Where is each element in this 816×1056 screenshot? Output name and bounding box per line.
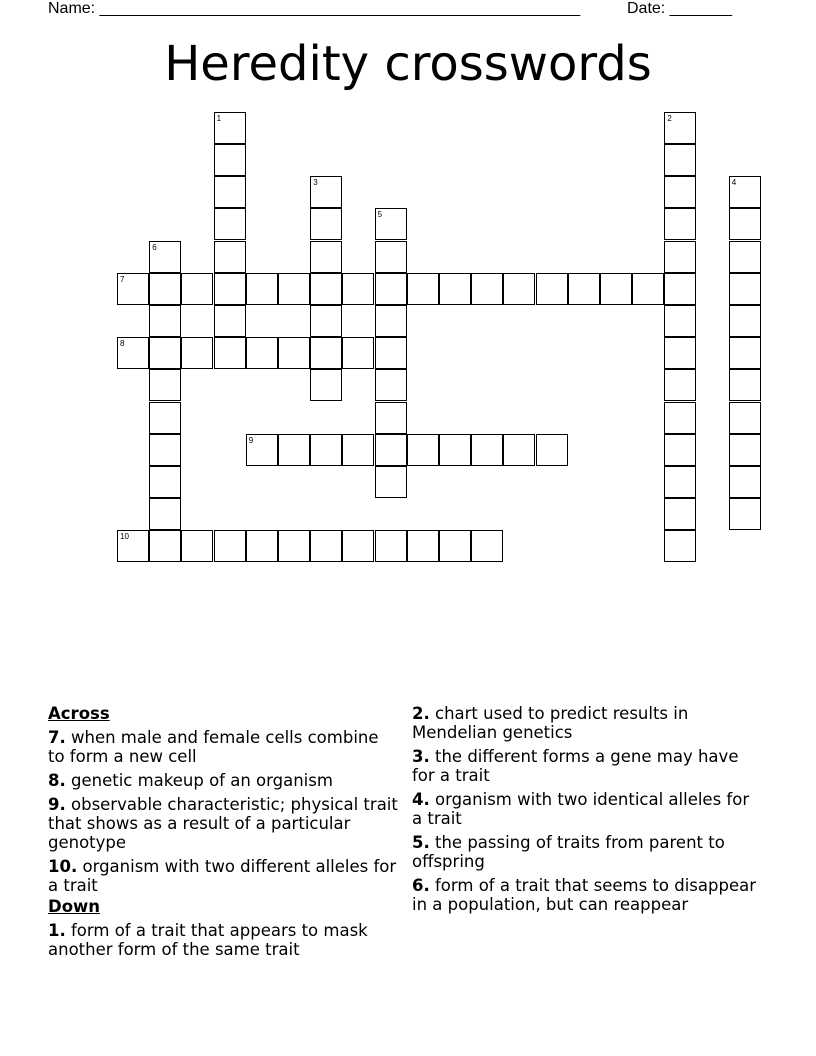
crossword-cell[interactable] (632, 273, 664, 305)
crossword-cell[interactable] (375, 241, 407, 273)
crossword-cell[interactable] (214, 273, 246, 305)
crossword-cell[interactable] (375, 530, 407, 562)
clue-text: genetic makeup of an organism (65, 771, 333, 790)
crossword-cell[interactable] (278, 337, 310, 369)
crossword-cell[interactable] (310, 369, 342, 401)
clue-down-3 (412, 747, 762, 785)
crossword-cell[interactable] (149, 241, 181, 273)
page-title: Heredity crosswords (164, 36, 652, 92)
clue-number: 7. (48, 728, 66, 747)
crossword-cell[interactable] (536, 273, 568, 305)
crossword-cell[interactable] (149, 402, 181, 434)
crossword-cell[interactable] (664, 402, 696, 434)
clue-number: 5. (412, 833, 430, 852)
clue-across-8 (48, 771, 398, 790)
crossword-cell[interactable] (342, 337, 374, 369)
crossword-cell[interactable] (664, 369, 696, 401)
crossword-cell[interactable] (664, 337, 696, 369)
crossword-cell[interactable] (471, 530, 503, 562)
crossword-cell[interactable] (149, 337, 181, 369)
crossword-cell[interactable] (278, 530, 310, 562)
crossword-cell[interactable] (246, 530, 278, 562)
clue-number: 8. (48, 771, 66, 790)
crossword-cell[interactable] (503, 273, 535, 305)
clue-across-10 (48, 857, 398, 895)
crossword-cell[interactable] (664, 176, 696, 208)
crossword-cell[interactable] (375, 369, 407, 401)
date-field-line: Date: _______ (627, 0, 732, 17)
crossword-cell[interactable] (310, 337, 342, 369)
crossword-cell[interactable] (471, 434, 503, 466)
clue-number-label: 8 (120, 339, 125, 349)
crossword-cell[interactable] (439, 530, 471, 562)
crossword-cell[interactable] (149, 498, 181, 530)
crossword-cell[interactable] (664, 112, 696, 144)
crossword-cell[interactable] (664, 434, 696, 466)
crossword-cell[interactable] (310, 434, 342, 466)
clue-number-label: 6 (152, 242, 157, 252)
crossword-cell[interactable] (117, 530, 149, 562)
crossword-cell[interactable] (407, 530, 439, 562)
clue-number: 9. (48, 795, 66, 814)
crossword-cell[interactable] (729, 402, 761, 434)
crossword-cell[interactable] (568, 273, 600, 305)
clue-text: the passing of traits from parent to offspring (412, 833, 725, 871)
clue-down-6 (412, 876, 762, 914)
crossword-cell[interactable] (407, 434, 439, 466)
crossword-cell[interactable] (214, 112, 246, 144)
name-field-line: Name: ______________________________________________________ (48, 0, 581, 17)
clue-down-1 (48, 921, 398, 959)
crossword-cell[interactable] (729, 273, 761, 305)
crossword-cell[interactable] (181, 530, 213, 562)
crossword-cell[interactable] (310, 208, 342, 240)
crossword-cell[interactable] (214, 337, 246, 369)
crossword-cell[interactable] (664, 466, 696, 498)
clue-number: 4. (412, 790, 430, 809)
clue-text: the different forms a gene may have for a trait (412, 747, 739, 785)
crossword-cell[interactable] (149, 466, 181, 498)
clue-text: observable characteristic; physical trait that shows as a result of a particular genotype (48, 795, 398, 852)
crossword-cell[interactable] (214, 530, 246, 562)
crossword-cell[interactable] (664, 208, 696, 240)
crossword-cell[interactable] (117, 337, 149, 369)
clue-text: organism with two different alleles for a trait (48, 857, 397, 895)
crossword-cell[interactable] (664, 273, 696, 305)
crossword-cell[interactable] (342, 530, 374, 562)
clues-right-column (412, 704, 762, 919)
crossword-cell[interactable] (246, 434, 278, 466)
crossword-cell[interactable] (149, 273, 181, 305)
clue-across-9 (48, 795, 398, 852)
down-heading: Down (48, 897, 101, 916)
crossword-cell[interactable] (214, 305, 246, 337)
clue-number: 1. (48, 921, 66, 940)
crossword-cell[interactable] (375, 466, 407, 498)
crossword-cell[interactable] (729, 466, 761, 498)
crossword-cell[interactable] (278, 434, 310, 466)
clue-number-label: 9 (248, 435, 254, 445)
crossword-cell[interactable] (310, 305, 342, 337)
crossword-cell[interactable] (278, 273, 310, 305)
clue-text: form of a trait that appears to mask another form of the same trait (48, 921, 368, 959)
crossword-cell[interactable] (503, 434, 535, 466)
across-heading: Across (48, 704, 110, 723)
clue-down-2 (412, 704, 762, 742)
crossword-cell[interactable] (664, 530, 696, 562)
crossword-cell[interactable] (214, 176, 246, 208)
clue-number-label: 5 (377, 210, 383, 220)
crossword-cell[interactable] (439, 273, 471, 305)
crossword-cell[interactable] (375, 434, 407, 466)
crossword-cell[interactable] (181, 273, 213, 305)
crossword-cell[interactable] (375, 208, 407, 240)
clue-number-label: 4 (731, 178, 737, 188)
crossword-cell[interactable] (375, 402, 407, 434)
clue-number: 2. (412, 704, 430, 723)
crossword-cell[interactable] (310, 176, 342, 208)
crossword-cell[interactable] (471, 273, 503, 305)
crossword-cell[interactable] (600, 273, 632, 305)
clue-across-7 (48, 728, 398, 766)
clue-number: 10. (48, 857, 78, 876)
crossword-cell[interactable] (664, 241, 696, 273)
crossword-cell[interactable] (729, 434, 761, 466)
crossword-cell[interactable] (246, 337, 278, 369)
crossword-cell[interactable] (664, 144, 696, 176)
clues-left-column (48, 704, 398, 964)
crossword-cell[interactable] (729, 498, 761, 530)
crossword-cell[interactable] (664, 498, 696, 530)
crossword-cell[interactable] (246, 273, 278, 305)
crossword-cell[interactable] (729, 241, 761, 273)
crossword-cell[interactable] (117, 273, 149, 305)
crossword-cell[interactable] (729, 305, 761, 337)
crossword-cell[interactable] (729, 369, 761, 401)
crossword-cell[interactable] (375, 273, 407, 305)
clue-number: 3. (412, 747, 430, 766)
crossword-cell[interactable] (342, 434, 374, 466)
crossword-cell[interactable] (149, 530, 181, 562)
crossword-cell[interactable] (149, 369, 181, 401)
clue-text: when male and female cells combine to form a new cell (48, 728, 379, 766)
crossword-cell[interactable] (729, 176, 761, 208)
crossword-cell[interactable] (729, 208, 761, 240)
crossword-cell[interactable] (536, 434, 568, 466)
crossword-cell[interactable] (149, 305, 181, 337)
crossword-cell[interactable] (375, 337, 407, 369)
crossword-cell[interactable] (310, 530, 342, 562)
clue-text: chart used to predict results in Mendelian genetics (412, 704, 689, 742)
clue-text: organism with two identical alleles for a trait (412, 790, 750, 828)
crossword-cell[interactable] (310, 241, 342, 273)
crossword-cell[interactable] (149, 434, 181, 466)
clue-number: 6. (412, 876, 430, 895)
clue-number-label: 3 (313, 178, 318, 188)
crossword-cell[interactable] (214, 144, 246, 176)
clue-number-label: 2 (667, 113, 672, 123)
crossword-cell[interactable] (729, 337, 761, 369)
crossword-cell[interactable] (214, 208, 246, 240)
clue-down-5 (412, 833, 762, 871)
clue-number-label: 10 (120, 532, 129, 542)
crossword-cell[interactable] (664, 305, 696, 337)
crossword-cell[interactable] (181, 337, 213, 369)
clue-number-label: 7 (120, 274, 125, 284)
clue-text: form of a trait that seems to disappear in a population, but can reappear (412, 876, 757, 914)
crossword-cell[interactable] (214, 241, 246, 273)
crossword-cell[interactable] (310, 273, 342, 305)
crossword-cell[interactable] (407, 273, 439, 305)
crossword-cell[interactable] (342, 273, 374, 305)
crossword-cell[interactable] (375, 305, 407, 337)
clue-number-label: 1 (216, 113, 222, 123)
clue-down-4 (412, 790, 762, 828)
crossword-cell[interactable] (439, 434, 471, 466)
